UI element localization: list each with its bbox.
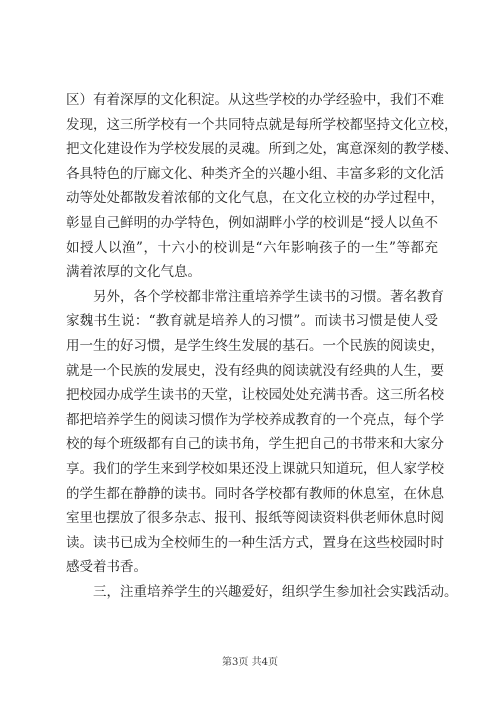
text-line: 各具特色的厅廊文化、种类齐全的兴趣小组、丰富多彩的文化活 [66, 165, 444, 182]
text-line: 感受着书香。 [66, 559, 147, 576]
text-line: 把校园办成学生读书的天堂，让校园处处充满书香。这三所名校 [66, 387, 444, 404]
text-line: 把文化建设作为学校发展的灵魂。所到之处，寓意深刻的教学楼、 [66, 141, 458, 158]
text-line: 另外，各个学校都非常注重培养学生读书的习惯。著名教育 [93, 288, 444, 305]
text-line: 校的每个班级都有自己的读书角，学生把自己的书带来和大家分 [66, 436, 444, 453]
text-line: 彰显自己鲜明的办学特色，例如湖畔小学的校训是“授人以鱼不 [66, 214, 438, 231]
text-line: 区）有着深厚的文化积淀。从这些学校的办学经验中，我们不难 [66, 92, 444, 108]
text-line: 室里也摆放了很多杂志、报刊、报纸等阅读资料供老师休息时阅 [66, 510, 444, 527]
page-footer: 第3页 共4页 [222, 657, 278, 668]
text-line: 读。读书已成为全校师生的一种生活方式，置身在这些校园时时 [66, 534, 444, 551]
body-text [66, 88, 458, 604]
text-line: 三，注重培养学生的兴趣爱好，组织学生参加社会实践活动。 [93, 583, 458, 600]
text-line: 满着浓厚的文化气息。 [66, 264, 201, 281]
text-line: 家魏书生说：“教育就是培养人的习惯”。而读书习惯是使人受 [66, 313, 438, 330]
text-line: 动等处处都散发着浓郁的文化气息，在文化立校的办学过程中， [66, 190, 444, 207]
text-line: 的学生都在静静的读书。同时各学校都有教师的休息室，在休息 [66, 485, 444, 502]
text-line: 用一生的好习惯，是学生终生发展的基石。一个民族的阅读史， [66, 337, 444, 354]
text-line: 发现，这三所学校有一个共同特点就是每所学校都坚持文化立校， [66, 116, 458, 133]
text-line: 如授人以渔”，十六小的校训是“六年影响孩子的一生”等都充 [66, 239, 438, 256]
text-line: 都把培养学生的阅读习惯作为学校养成教育的一个亮点，每个学 [66, 411, 444, 428]
text-line: 享。我们的学生来到学校如果还没上课就只知道玩，但人家学校 [66, 460, 444, 477]
text-line: 就是一个民族的发展史，没有经典的阅读就没有经典的人生，要 [66, 362, 444, 379]
